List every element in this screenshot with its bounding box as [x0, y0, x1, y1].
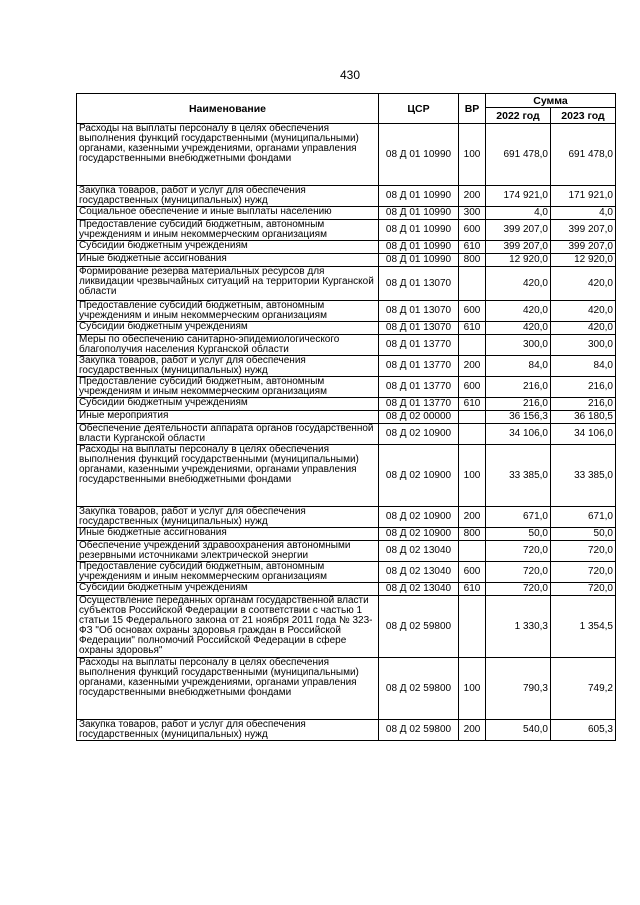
table-row — [77, 241, 616, 254]
row-name: Расходы на выплаты персоналу в целях обеспечения выполнения функций государственными (муниципальными) органами, казенными учреждениями, органами управления государственными внебюджетными фондами — [77, 124, 379, 186]
table-row — [77, 541, 616, 562]
header-name: Наименование — [77, 94, 379, 124]
row-csr: 08 Д 01 13770 — [379, 356, 459, 377]
row-sum-2022: 300,0 — [486, 335, 551, 356]
table-row — [77, 335, 616, 356]
row-vr: 100 — [459, 445, 486, 507]
row-sum-2022: 50,0 — [486, 528, 551, 541]
table-row — [77, 207, 616, 220]
row-csr: 08 Д 01 10990 — [379, 124, 459, 186]
row-vr: 610 — [459, 398, 486, 411]
row-name: Иные бюджетные ассигнования — [77, 254, 379, 267]
row-vr: 600 — [459, 301, 486, 322]
row-sum-2022: 691 478,0 — [486, 124, 551, 186]
page-number: 430 — [339, 68, 361, 82]
row-vr — [459, 267, 486, 301]
row-sum-2022: 34 106,0 — [486, 424, 551, 445]
row-sum-2023: 36 180,5 — [551, 411, 616, 424]
budget-table — [76, 93, 616, 741]
table-row — [77, 220, 616, 241]
row-name: Закупка товаров, работ и услуг для обеспечения государственных (муниципальных) нужд — [77, 507, 379, 528]
row-sum-2023: 216,0 — [551, 398, 616, 411]
row-csr: 08 Д 02 59800 — [379, 720, 459, 741]
row-csr: 08 Д 02 00000 — [379, 411, 459, 424]
row-name: Обеспечение деятельности аппарата органов государственной власти Курганской области — [77, 424, 379, 445]
row-name: Осуществление переданных органам государственной власти субъектов Российской Федерации в соответствии с частью 1 статьи 15 Федерального закона от 21 ноября 2011 года № 323-ФЗ "Об основах охраны здоровья граждан в Российской Федерации" полномочий Российской Федерации в сфере охраны здоровья" — [77, 596, 379, 658]
row-name: Расходы на выплаты персоналу в целях обеспечения выполнения функций государственными (муниципальными) органами, казенными учреждениями, органами управления государственными внебюджетными фондами — [77, 445, 379, 507]
row-sum-2023: 171 921,0 — [551, 186, 616, 207]
row-sum-2022: 420,0 — [486, 267, 551, 301]
row-vr: 200 — [459, 507, 486, 528]
table-row — [77, 356, 616, 377]
table-row — [77, 377, 616, 398]
row-sum-2022: 33 385,0 — [486, 445, 551, 507]
row-sum-2023: 691 478,0 — [551, 124, 616, 186]
table-row — [77, 445, 616, 507]
row-csr: 08 Д 01 10990 — [379, 207, 459, 220]
row-sum-2023: 720,0 — [551, 541, 616, 562]
row-vr: 600 — [459, 377, 486, 398]
row-name: Предоставление субсидий бюджетным, автономным учреждениям и иным некоммерческим организациям — [77, 220, 379, 241]
row-csr: 08 Д 02 10900 — [379, 528, 459, 541]
row-vr: 100 — [459, 124, 486, 186]
header-vr: ВР — [459, 94, 486, 124]
row-vr: 800 — [459, 254, 486, 267]
row-name: Субсидии бюджетным учреждениям — [77, 583, 379, 596]
row-sum-2022: 216,0 — [486, 398, 551, 411]
row-sum-2023: 399 207,0 — [551, 241, 616, 254]
row-sum-2023: 50,0 — [551, 528, 616, 541]
table-row — [77, 424, 616, 445]
row-sum-2022: 36 156,3 — [486, 411, 551, 424]
row-sum-2023: 420,0 — [551, 301, 616, 322]
row-csr: 08 Д 02 59800 — [379, 658, 459, 720]
row-name: Закупка товаров, работ и услуг для обеспечения государственных (муниципальных) нужд — [77, 186, 379, 207]
row-csr: 08 Д 01 10990 — [379, 241, 459, 254]
row-sum-2022: 790,3 — [486, 658, 551, 720]
row-sum-2023: 300,0 — [551, 335, 616, 356]
table-row — [77, 658, 616, 720]
row-sum-2023: 33 385,0 — [551, 445, 616, 507]
row-sum-2023: 34 106,0 — [551, 424, 616, 445]
row-sum-2023: 749,2 — [551, 658, 616, 720]
row-csr: 08 Д 01 13070 — [379, 301, 459, 322]
row-sum-2022: 216,0 — [486, 377, 551, 398]
row-vr — [459, 541, 486, 562]
row-sum-2022: 420,0 — [486, 322, 551, 335]
row-name: Предоставление субсидий бюджетным, автономным учреждениям и иным некоммерческим организациям — [77, 562, 379, 583]
row-vr: 100 — [459, 658, 486, 720]
row-sum-2022: 12 920,0 — [486, 254, 551, 267]
row-csr: 08 Д 01 13770 — [379, 377, 459, 398]
row-vr: 600 — [459, 220, 486, 241]
table-row — [77, 124, 616, 186]
row-sum-2022: 399 207,0 — [486, 220, 551, 241]
row-csr: 08 Д 01 10990 — [379, 186, 459, 207]
row-vr: 610 — [459, 322, 486, 335]
row-name: Обеспечение учреждений здравоохранения автономными резервными источниками электрической энергии — [77, 541, 379, 562]
row-name: Закупка товаров, работ и услуг для обеспечения государственных (муниципальных) нужд — [77, 356, 379, 377]
table-row — [77, 720, 616, 741]
row-vr — [459, 596, 486, 658]
row-csr: 08 Д 02 13040 — [379, 583, 459, 596]
row-sum-2022: 720,0 — [486, 562, 551, 583]
table-row — [77, 301, 616, 322]
table-row — [77, 507, 616, 528]
table-row — [77, 583, 616, 596]
row-sum-2023: 720,0 — [551, 562, 616, 583]
row-vr: 800 — [459, 528, 486, 541]
table-row — [77, 267, 616, 301]
row-sum-2022: 720,0 — [486, 583, 551, 596]
row-vr: 200 — [459, 356, 486, 377]
row-vr: 300 — [459, 207, 486, 220]
row-csr: 08 Д 01 10990 — [379, 220, 459, 241]
table-row — [77, 322, 616, 335]
table-row — [77, 254, 616, 267]
row-csr: 08 Д 01 13770 — [379, 335, 459, 356]
row-name: Меры по обеспечению санитарно-эпидемиологического благополучия населения Курганской области — [77, 335, 379, 356]
row-csr: 08 Д 01 10990 — [379, 254, 459, 267]
row-name: Субсидии бюджетным учреждениям — [77, 241, 379, 254]
row-vr — [459, 411, 486, 424]
row-vr: 600 — [459, 562, 486, 583]
row-csr: 08 Д 02 13040 — [379, 541, 459, 562]
row-vr: 200 — [459, 720, 486, 741]
row-vr: 610 — [459, 583, 486, 596]
row-vr: 610 — [459, 241, 486, 254]
row-vr — [459, 424, 486, 445]
table-row — [77, 562, 616, 583]
header-year-2023: 2023 год — [551, 108, 616, 124]
row-name: Закупка товаров, работ и услуг для обеспечения государственных (муниципальных) нужд — [77, 720, 379, 741]
row-sum-2022: 720,0 — [486, 541, 551, 562]
row-csr: 08 Д 01 13070 — [379, 267, 459, 301]
row-csr: 08 Д 02 59800 — [379, 596, 459, 658]
row-csr: 08 Д 02 10900 — [379, 424, 459, 445]
row-sum-2023: 12 920,0 — [551, 254, 616, 267]
row-sum-2022: 4,0 — [486, 207, 551, 220]
row-sum-2022: 399 207,0 — [486, 241, 551, 254]
table-row — [77, 398, 616, 411]
row-sum-2023: 671,0 — [551, 507, 616, 528]
row-sum-2022: 1 330,3 — [486, 596, 551, 658]
row-name: Социальное обеспечение и иные выплаты населению — [77, 207, 379, 220]
row-csr: 08 Д 01 13070 — [379, 322, 459, 335]
row-sum-2022: 540,0 — [486, 720, 551, 741]
row-name: Расходы на выплаты персоналу в целях обеспечения выполнения функций государственными (муниципальными) органами, казенными учреждениями, органами управления государственными внебюджетными фондами — [77, 658, 379, 720]
row-sum-2023: 420,0 — [551, 322, 616, 335]
row-name: Предоставление субсидий бюджетным, автономным учреждениям и иным некоммерческим организациям — [77, 377, 379, 398]
row-sum-2023: 720,0 — [551, 583, 616, 596]
row-name: Иные мероприятия — [77, 411, 379, 424]
row-sum-2023: 1 354,5 — [551, 596, 616, 658]
row-sum-2023: 84,0 — [551, 356, 616, 377]
row-sum-2022: 84,0 — [486, 356, 551, 377]
table-row — [77, 528, 616, 541]
row-sum-2023: 420,0 — [551, 267, 616, 301]
row-sum-2022: 671,0 — [486, 507, 551, 528]
header-sum: Сумма — [486, 94, 616, 108]
row-name: Субсидии бюджетным учреждениям — [77, 398, 379, 411]
row-sum-2023: 605,3 — [551, 720, 616, 741]
row-sum-2022: 420,0 — [486, 301, 551, 322]
row-vr: 200 — [459, 186, 486, 207]
header-year-2022: 2022 год — [486, 108, 551, 124]
row-sum-2023: 216,0 — [551, 377, 616, 398]
table-header — [77, 94, 616, 124]
row-name: Формирование резерва материальных ресурсов для ликвидации чрезвычайных ситуаций на территории Курганской области — [77, 267, 379, 301]
row-sum-2023: 4,0 — [551, 207, 616, 220]
header-csr: ЦСР — [379, 94, 459, 124]
row-sum-2023: 399 207,0 — [551, 220, 616, 241]
row-name: Предоставление субсидий бюджетным, автономным учреждениям и иным некоммерческим организациям — [77, 301, 379, 322]
row-csr: 08 Д 02 10900 — [379, 507, 459, 528]
row-csr: 08 Д 02 10900 — [379, 445, 459, 507]
table-row — [77, 186, 616, 207]
row-csr: 08 Д 01 13770 — [379, 398, 459, 411]
row-name: Иные бюджетные ассигнования — [77, 528, 379, 541]
table-body — [77, 124, 616, 741]
row-name: Субсидии бюджетным учреждениям — [77, 322, 379, 335]
row-vr — [459, 335, 486, 356]
table-row — [77, 411, 616, 424]
table-row — [77, 596, 616, 658]
row-sum-2022: 174 921,0 — [486, 186, 551, 207]
row-csr: 08 Д 02 13040 — [379, 562, 459, 583]
